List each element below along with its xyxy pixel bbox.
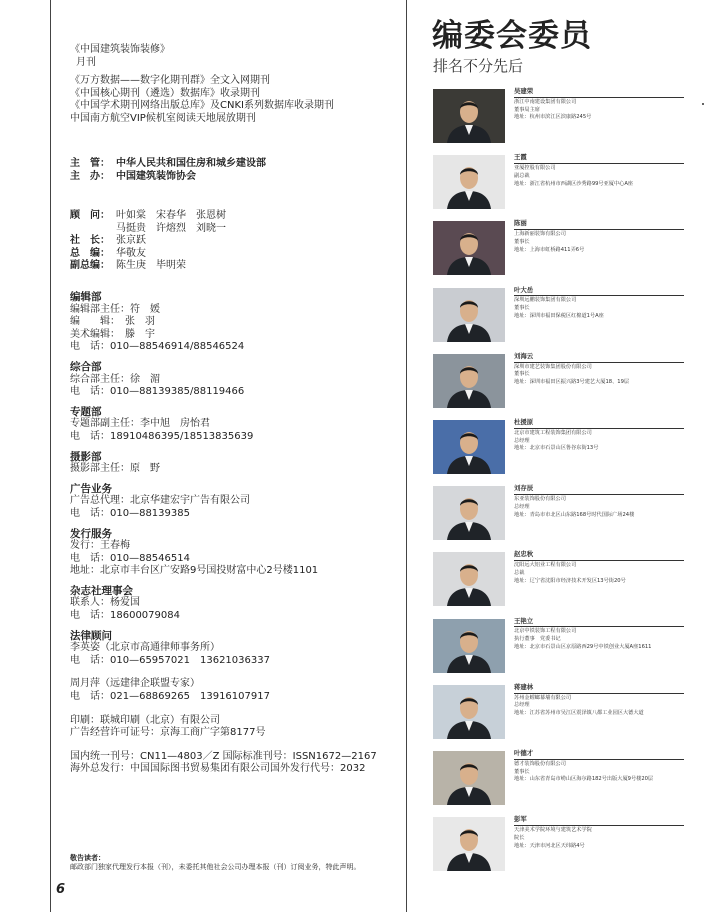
name-rule — [514, 693, 684, 694]
page-title: 编委会委员 — [432, 18, 592, 54]
section-general — [70, 361, 377, 399]
legal-second — [70, 678, 377, 703]
member-organization: 深圳远鹏装饰集团有限公司 — [514, 297, 577, 304]
member-organization: 浙江中南建设集团有限公司 — [514, 98, 577, 105]
label: 主 办： — [70, 170, 110, 182]
member-photo — [433, 751, 505, 805]
line: 地址：北京市丰台区广安路9号国投财富中心2号楼1101 — [70, 565, 319, 577]
line: 印刷：联城印刷（北京）有限公司 — [70, 714, 220, 726]
sponsor-block — [70, 158, 266, 183]
line: 发行：王春梅 — [70, 540, 130, 552]
member-card — [433, 682, 703, 743]
member-info — [514, 616, 703, 652]
member-organization: 北京市建筑工程装饰集团有限公司 — [514, 429, 592, 436]
departments — [70, 291, 377, 776]
section-title: 发行服务 — [70, 527, 112, 540]
member-organization: 上海新丽装饰有限公司 — [514, 231, 566, 238]
member-photo — [433, 420, 505, 474]
label: 主 管： — [70, 158, 110, 169]
member-address: 地址：杭州市滨江区滨康路245号 — [514, 114, 592, 121]
notice-title: 敬告读者： — [70, 854, 105, 862]
name-rule — [514, 759, 684, 760]
member-address: 地址：浙江省杭州市西湖区沙秀路99号亚厦中心A座 — [514, 180, 634, 187]
member-card — [433, 817, 703, 875]
line: 李英姿（北京市高通律师事务所） — [70, 642, 220, 654]
section-ads — [70, 483, 377, 521]
value: 中华人民共和国住房和城乡建设部 — [116, 158, 266, 169]
line: 联系人：杨爱国 — [70, 597, 140, 609]
line: 美术编辑： 滕 宇 — [70, 328, 155, 340]
member-name: 叶大岳 — [514, 285, 534, 294]
name-rule — [514, 163, 684, 164]
member-role: 总裁 — [514, 569, 525, 576]
line: 电 话：010—88139385 — [70, 507, 190, 519]
line: 电 话：010—88546914/88546524 — [70, 341, 245, 353]
member-card — [433, 751, 703, 809]
member-role: 董事局主席 — [514, 106, 540, 113]
index-line: 中国南方航空VIP候机室阅读天地展放期刊 — [70, 112, 256, 124]
page-number: 6 — [56, 882, 66, 897]
section-editorial — [70, 291, 377, 354]
line: 电 话：18910486395/18513835639 — [70, 430, 254, 442]
value: 陈生庚 毕明荣 — [116, 260, 186, 272]
member-info — [514, 285, 703, 321]
member-address: 地址：青岛市市北区山东路168号时代国际广场24楼 — [514, 511, 635, 518]
member-card — [433, 285, 703, 346]
section-title: 专题部 — [70, 405, 102, 418]
name-rule — [514, 825, 684, 826]
member-card — [433, 552, 703, 610]
section-title: 综合部 — [70, 360, 102, 373]
label: 总 编： — [70, 247, 110, 259]
section-title: 编辑部 — [70, 291, 102, 303]
member-info — [514, 751, 703, 784]
staff-block — [70, 210, 226, 273]
left-margin-line — [50, 0, 51, 912]
member-photo — [433, 155, 505, 209]
member-role: 总经理 — [514, 702, 530, 709]
section-council — [70, 585, 377, 623]
line: 周月萍（远建律企联盟专家） — [70, 678, 200, 690]
line: 编辑部主任：符 媛 — [70, 303, 160, 315]
member-organization: 深圳市建艺装饰集团股份有限公司 — [514, 363, 592, 370]
line: 电 话：18600079084 — [70, 610, 180, 622]
line: 广告经营许可证号：京海工商广字第8177号 — [70, 727, 266, 739]
member-organization: 苏州金螳螂幕墙有限公司 — [514, 694, 572, 701]
member-organization: 北京中铁装饰工程有限公司 — [514, 628, 577, 635]
line: 电 话：010—65957021 13621036337 — [70, 654, 270, 666]
member-name: 彭军 — [514, 815, 527, 824]
section-legal — [70, 630, 377, 668]
member-address: 地址：天津市河北区天纬路4号 — [514, 842, 585, 849]
member-organization: 亚厦控股有限公司 — [514, 164, 556, 171]
member-role: 总经理 — [514, 437, 530, 444]
member-card — [433, 155, 703, 213]
member-address: 地址：北京市石景山区京原路西29号中铁创业大厦A座1611 — [514, 643, 652, 650]
value: 马挺贵 许熔烈 刘晓一 — [116, 222, 226, 234]
line: 广告总代理：北京华建宏宇广告有限公司 — [70, 495, 250, 507]
member-photo — [433, 221, 505, 275]
member-name: 蒋建林 — [514, 682, 534, 691]
member-name: 叶德才 — [514, 749, 534, 757]
name-rule — [514, 494, 684, 495]
member-organization: 东亚装饰股份有限公司 — [514, 495, 566, 502]
line: 国内统一刊号：CN11—4803／Z 国际标准刊号：ISSN1672—2167 — [70, 750, 377, 762]
member-info — [514, 552, 703, 585]
member-info — [514, 420, 703, 453]
member-photo — [433, 552, 505, 606]
member-photo — [433, 685, 505, 739]
value: 叶如棠 宋春华 张恩树 — [116, 210, 226, 221]
line: 摄影部主任：原 野 — [70, 463, 160, 475]
member-role: 副总裁 — [514, 172, 530, 179]
value: 中国建筑装饰协会 — [116, 170, 196, 182]
issn-info — [70, 751, 377, 776]
line: 编 辑： 张 羽 — [70, 316, 155, 328]
value: 华敬友 — [116, 247, 146, 259]
member-photo — [433, 817, 505, 871]
member-card — [433, 616, 703, 677]
member-name: 刘海云 — [514, 351, 534, 360]
member-address: 地址：上海市虹桥路411弄6号 — [514, 246, 585, 253]
label: 社 长： — [70, 235, 110, 247]
line: 专题部副主任：李中旭 房怡君 — [70, 418, 210, 430]
member-role: 执行董事 党委书记 — [514, 636, 561, 643]
member-card — [433, 420, 703, 478]
member-name: 杜援原 — [514, 418, 534, 426]
member-organization: 沈阳远大铝业工程有限公司 — [514, 562, 577, 569]
label: 顾 问： — [70, 210, 110, 221]
member-info — [514, 155, 703, 188]
line: 电 话：021—68869265 13916107917 — [70, 691, 270, 703]
member-name: 吴建荣 — [514, 87, 534, 95]
printing-info — [70, 715, 377, 740]
section-title: 杂志社理事会 — [70, 584, 133, 597]
section-title: 摄影部 — [70, 450, 102, 463]
member-photo — [433, 486, 505, 540]
index-line: 《中国核心期刊（遴选）数据库》收录期刊 — [70, 87, 260, 99]
magazine-title: 《中国建筑装饰装修》 — [70, 44, 170, 55]
section-title: 广告业务 — [70, 482, 112, 495]
name-rule — [514, 97, 684, 98]
member-role: 董事长 — [514, 238, 530, 245]
name-rule — [514, 362, 684, 363]
member-role: 董事长 — [514, 305, 530, 312]
index-line: 《万方数据——数字化期刊群》全文入网期刊 — [70, 75, 270, 86]
frequency: 月刊 — [76, 56, 96, 68]
line: 综合部主任：徐 湄 — [70, 373, 160, 385]
line: 电 话：010—88139385/88119466 — [70, 386, 245, 398]
member-photo — [433, 89, 505, 143]
member-info — [514, 351, 703, 387]
member-info — [514, 486, 703, 519]
member-address: 地址：深圳市福田区振兴路3号建艺大厦18、19层 — [514, 379, 630, 386]
center-divider — [406, 0, 407, 912]
member-organization: 天津美术学院环境与建筑艺术学院 — [514, 826, 592, 833]
member-role: 董事长 — [514, 768, 530, 775]
member-address: 地址：江苏省苏州市吴江区震泽镇八都工业园区大德大道 — [514, 710, 644, 717]
index-line: 《中国学术期刊网络出版总库》及CNKI系列数据库收录期刊 — [70, 100, 334, 111]
member-card — [433, 351, 703, 412]
member-address: 地址：辽宁省沈阳市经济技术开发区13号街20号 — [514, 577, 626, 584]
label: 副总编： — [70, 260, 110, 272]
page-subtitle: 排名不分先后 — [433, 57, 524, 75]
section-distribution — [70, 528, 377, 578]
member-name: 陈丽 — [514, 219, 527, 228]
member-address: 地址：北京市石景山区鲁谷东街13号 — [514, 445, 599, 452]
member-role: 董事长 — [514, 371, 530, 378]
section-special — [70, 406, 377, 444]
reader-notice — [70, 854, 361, 872]
member-photo — [433, 288, 505, 342]
member-card — [433, 486, 703, 544]
masthead-intro — [70, 44, 400, 125]
member-name: 王霞 — [514, 153, 527, 162]
name-rule — [514, 428, 684, 429]
member-info — [514, 221, 703, 254]
member-address: 地址：深圳市福田保税区红棉道1号A座 — [514, 312, 604, 319]
line: 海外总发行：中国国际图书贸易集团有限公司国外发行代号：2032 — [70, 763, 366, 775]
section-photo — [70, 451, 377, 476]
member-name: 王艳立 — [514, 616, 534, 625]
member-card — [433, 89, 703, 147]
member-name: 刘存辰 — [514, 484, 534, 493]
member-photo — [433, 619, 505, 673]
member-info — [514, 817, 703, 850]
member-role: 院长 — [514, 834, 525, 841]
member-organization: 德才装饰股份有限公司 — [514, 760, 566, 767]
member-photo — [433, 354, 505, 408]
section-title: 法律顾问 — [70, 629, 112, 642]
notice-text: 邮政部门独家代理发行本报（刊），未委托其他社会公司办理本报（刊）订阅业务，特此声明。 — [70, 863, 361, 871]
value: 张京跃 — [116, 235, 146, 247]
line: 电 话：010—88546514 — [70, 552, 190, 564]
member-info — [514, 89, 703, 122]
member-info — [514, 682, 703, 718]
member-role: 总经理 — [514, 503, 530, 510]
member-address: 地址：山东省青岛市崂山区海尔路182号出版大厦9号楼20层 — [514, 776, 654, 783]
member-name: 赵忠秋 — [514, 550, 534, 559]
member-card — [433, 221, 703, 279]
